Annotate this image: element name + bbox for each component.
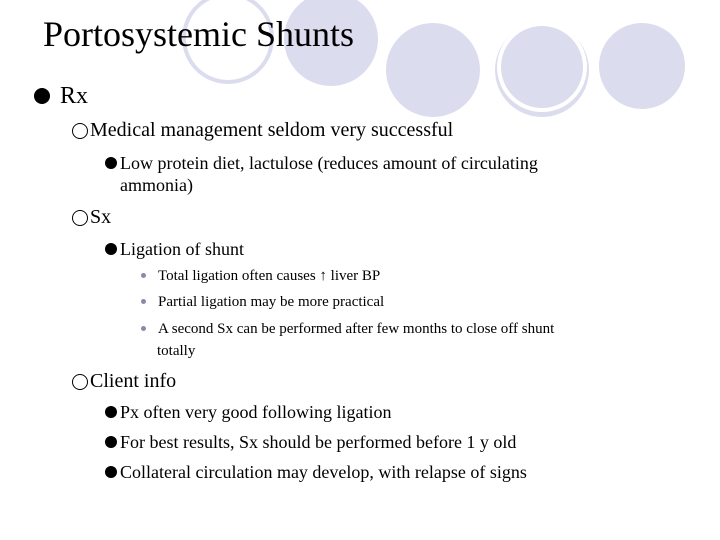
bullet-ring-icon (72, 374, 88, 390)
item-partial (141, 293, 384, 311)
decor-circle-6 (599, 23, 685, 109)
item-px (105, 401, 391, 423)
item-partial-text: Partial ligation may be more practical (158, 294, 385, 310)
bullet-dot-icon (105, 466, 117, 478)
bullet-dot-icon (105, 157, 117, 169)
bullet-rx (34, 82, 88, 110)
item-client-text: Client info (90, 370, 177, 392)
item-second (141, 320, 554, 338)
bullet-dot-icon (105, 406, 117, 418)
item-px-text: Px often very good following ligation (120, 402, 392, 422)
item-best (105, 431, 516, 453)
item-diet (105, 152, 538, 174)
bullet-small-icon (141, 299, 146, 304)
item-ligation-text: Ligation of shunt (120, 239, 244, 259)
item-collateral (105, 461, 527, 483)
decor-circle-5 (497, 22, 587, 112)
item-diet-text: Low protein diet, lactulose (reduces amount of circulating (120, 153, 538, 173)
item-collateral-text: Collateral circulation may develop, with relapse of signs (120, 462, 527, 482)
bullet-small-icon (141, 273, 146, 278)
slide-title: Portosystemic Shunts (43, 14, 355, 54)
item-second-continuation (157, 342, 195, 360)
bullet-small-icon (141, 326, 146, 331)
item-medical (72, 118, 453, 142)
item-ligation (105, 238, 244, 260)
bullet-ring-icon (72, 123, 88, 139)
item-diet-continuation (120, 174, 193, 196)
item-total-text: Total ligation often causes ↑ liver BP (158, 268, 381, 284)
bullet-ring-icon (72, 210, 88, 226)
item-medical-text: Medical management seldom very successful (90, 119, 454, 141)
bullet-dot-icon (105, 243, 117, 255)
item-second-text: A second Sx can be performed after few months to close off shunt (158, 321, 555, 337)
bullet-dot-icon (105, 436, 117, 448)
item-total (141, 267, 380, 285)
item-second-text-2: totally (157, 343, 196, 359)
bullet-label: Rx (60, 83, 89, 109)
decor-circle-3 (386, 23, 480, 117)
item-client (72, 369, 176, 393)
bullet-dot-icon (34, 88, 50, 104)
item-best-text: For best results, Sx should be performed before 1 y old (120, 432, 517, 452)
item-sx-text: Sx (90, 206, 112, 228)
item-diet-text-2: ammonia) (120, 175, 193, 195)
item-sx (72, 205, 111, 229)
